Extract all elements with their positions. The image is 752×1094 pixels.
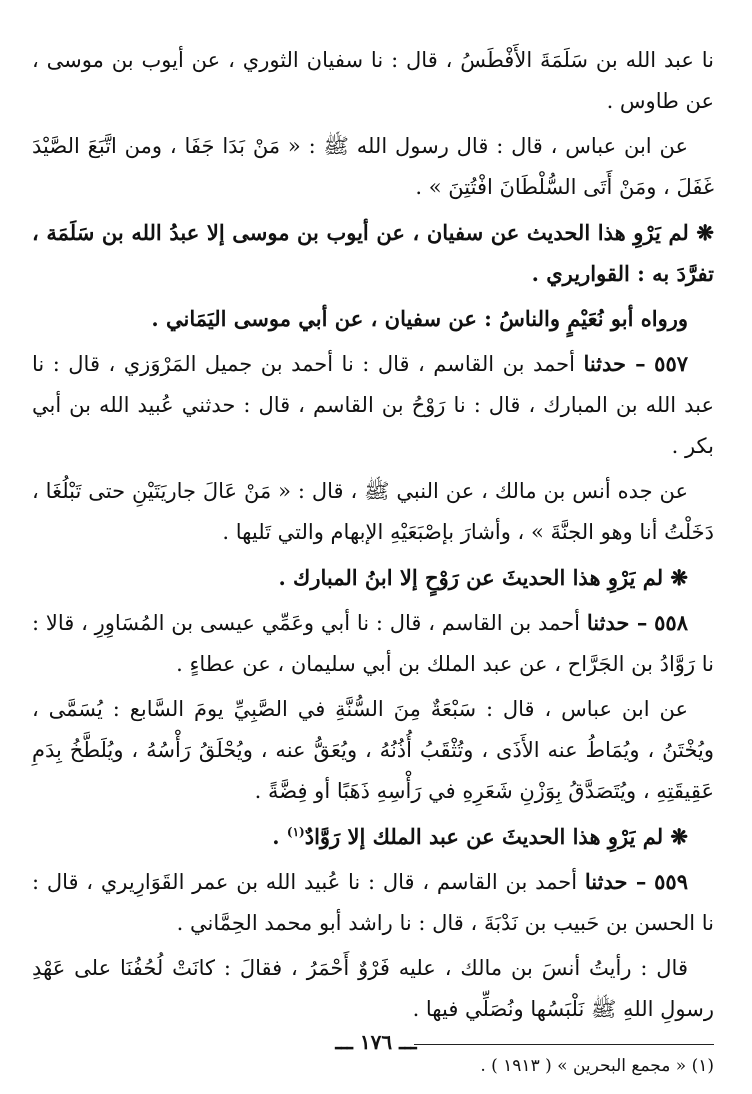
hadith-number: ٥٥٨ [654,610,688,635]
commentary: ❋ لم يَرْوِ هذا الحديثَ عن عبد الملك إلا رَوَّادٌ$^{(١)}$ . [272,824,688,849]
hadith-isnad: أحمد بن القاسم ، قال : نا أبي وعَمِّي عيسى بن المُسَاوِرِ ، قالا : نا رَوَّادُ بن الجَرَّاح ، عن عبد الملك بن أبي سليمان ، عن عطاءٍ . [32,611,714,676]
hadith-lead: – حدثنا [583,351,646,376]
hadith-number: ٥٥٧ [654,351,689,376]
page-number: ـــ ١٧٦ ـــ [335,1030,417,1054]
isnad-continuation: نا عبد الله بن سَلَمَةَ الأَفْطَسُ ، قال : نا سفيان الثوري ، عن أيوب بن موسى ، عن طاوس . [32,48,714,113]
hadith-text: عن ابن عباس ، قال : قال رسول الله ﷺ : « مَنْ بَدَا جَفَا ، ومن اتَّبَعَ الصَّيْدَ غَفَلَ ، ومَنْ أَتَى السُّلْطَانَ افْتُتِنَ » . [32,134,714,199]
hadith-text: قال : رأيتُ أنسَ بن مالك ، عليه فَرْوٌ أَحْمَرُ ، فقالَ : كانَتْ لُحُفُنَا على عَهْدِ رسولِ اللهِ ﷺ نَلْبَسُها ونُصَلِّي فيها . [32,956,714,1021]
hadith-lead: – حدثنا [586,610,648,635]
hadith-number: ٥٥٩ [654,869,688,894]
hadith-text: عن ابن عباس ، قال : سَبْعَةٌ مِنَ السُّنَّةِ في الصَّبِيِّ يومَ السَّابع : يُسَمَّى ، ويُخْتَنُ ، ويُمَاطُ عنه الأَذَى ، وتُثْقَبُ أُذُنُهُ ، ويُعَقُّ عنه ، ويُحْلَقُ رَأْسُهُ ، ويُلَطَّخُ بِدَمِ عَقِيقَتِهِ ، ويُتَصَدَّقُ بِوَزْنِ شَعَرِهِ في رَأْسِهِ ذَهَبًا أو فِضَّةً . [32,697,714,803]
commentary: ❋ لم يَرْوِ هذا الحديثَ عن رَوْحٍ إلا ابنُ المبارك . [278,565,688,590]
hadith-lead: – حدثنا [584,869,647,894]
page-body [32,40,714,1079]
hadith-entry-557 [32,343,714,467]
hadith-entry-558 [32,602,714,685]
footnote-marker: (١) [286,825,305,839]
hadith-entry-559 [32,861,714,944]
footnote: (١) « مجمع البحرين » ( ١٩١٣ ) . [480,1056,714,1076]
hadith-isnad: أحمد بن القاسم ، قال : نا عُبيد الله بن عمر القَوَارِيري ، قال : نا الحسن بن حَبيب بن نَدْبَةَ ، قال : نا راشد أبو محمد الحِمَّاني . [32,870,714,935]
hadith-text: عن جده أنس بن مالك ، عن النبي ﷺ ، قال : « مَنْ عَالَ جاريَتَيْنِ حتى تَبْلُغَا ، دَخَلْتُ أنا وهو الجنَّةَ » ، وأشارَ بإصْبَعَيْهِ الإبهام والتي تَليها . [32,479,714,544]
hadith-isnad: أحمد بن القاسم ، قال : نا أحمد بن جميل المَرْوَزي ، قال : نا عبد الله بن المبارك ، قال : نا رَوْحُ بن القاسم ، قال : حدثني عُبيد الله بن أبي بكر . [32,352,714,458]
commentary: ورواه أبو نُعَيْمٍ والناسُ : عن سفيان ، عن أبي موسى اليَمَاني . [151,306,688,331]
commentary-text: ❋ لم يَرْوِ هذا الحديثَ عن عبد الملك إلا رَوَّادٌ [304,824,688,849]
commentary: ❋ لم يَرْوِ هذا الحديث عن سفيان ، عن أيوب بن موسى إلا عبدُ الله بن سَلَمَة ، تفرَّدَ به : القواريري . [32,220,715,286]
